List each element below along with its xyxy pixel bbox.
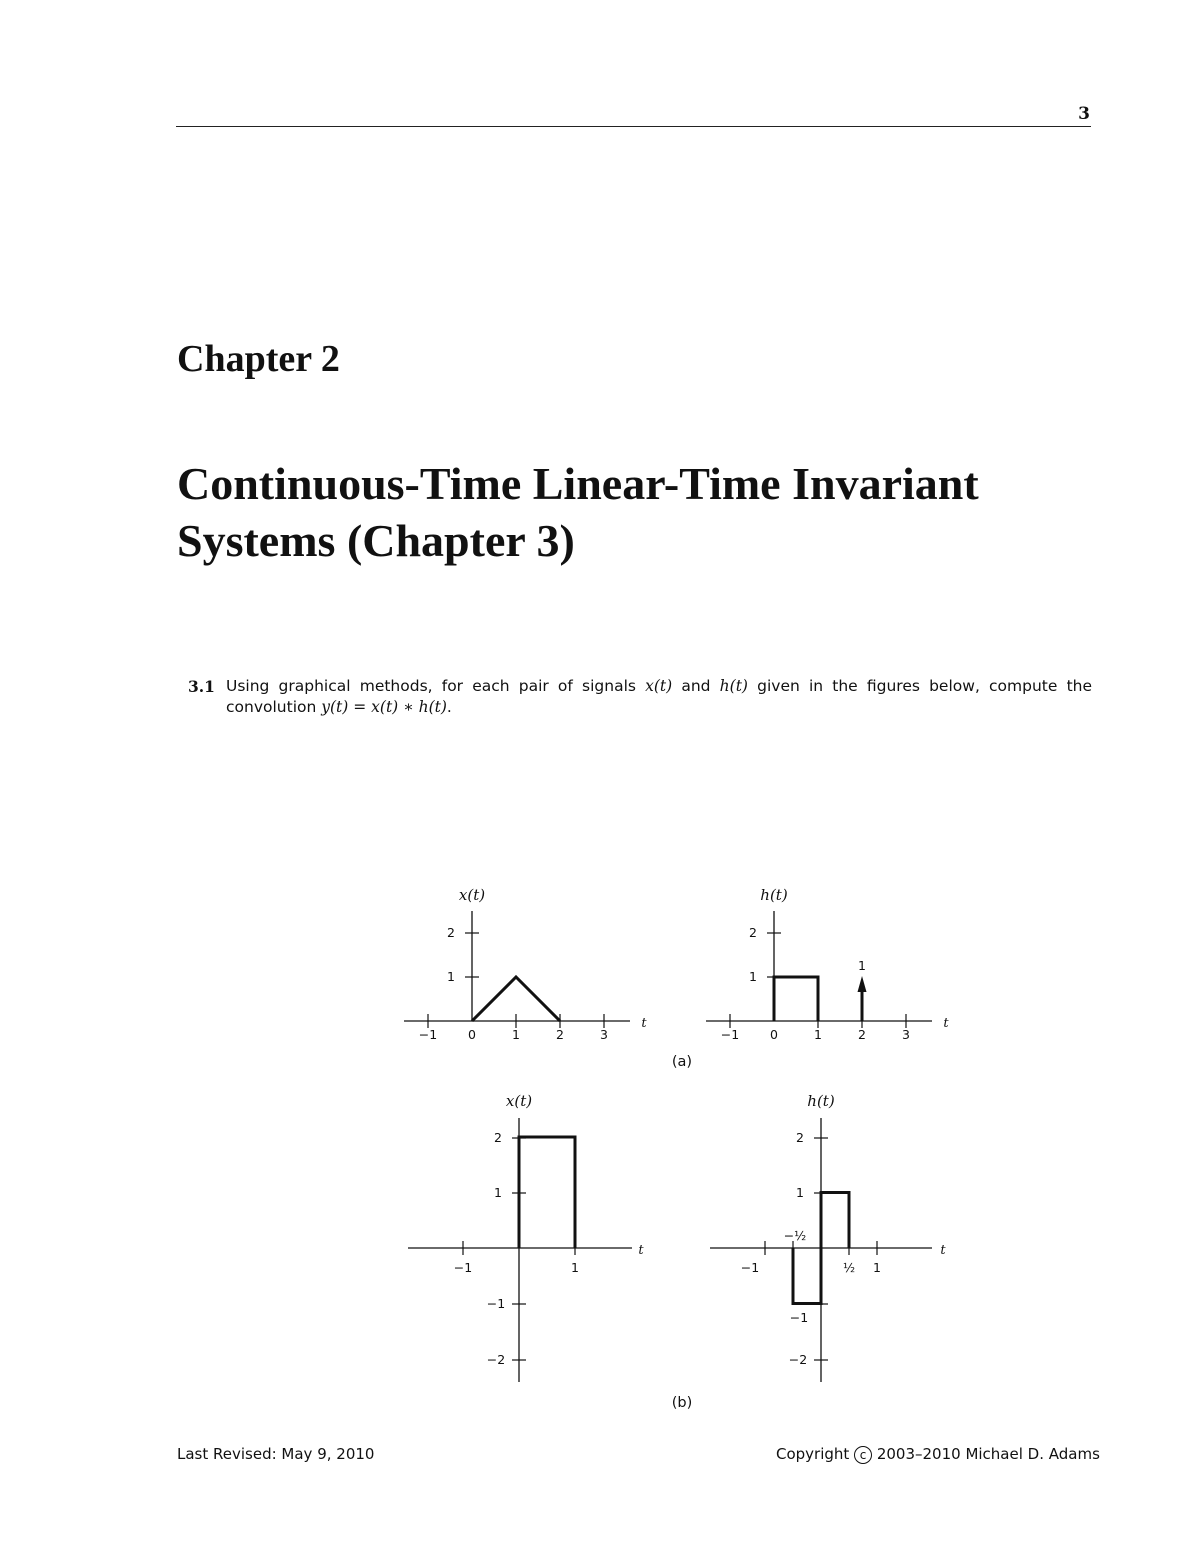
fig-a-x-xlabel-3: 3 [600, 1027, 608, 1042]
problem-text-a: Using graphical methods, for each pair of signals [226, 677, 646, 695]
page-number: 3 [1078, 104, 1090, 124]
footer-last-revised: Last Revised: May 9, 2010 [177, 1445, 375, 1463]
fig-b-h-xlabel-half: ½ [842, 1260, 856, 1275]
fig-a-h-xlabel-2: 2 [858, 1027, 866, 1042]
copyright-prefix: Copyright [776, 1445, 855, 1463]
fig-b-h-label: h(t) [807, 1092, 835, 1110]
fig-b-x-label: x(t) [505, 1092, 533, 1110]
problem-text-d: . [446, 698, 452, 716]
fig-a-x-xlabel-0: 0 [468, 1027, 476, 1042]
fig-a-h-xlabel-1: 1 [814, 1027, 822, 1042]
problem-number: 3.1 [188, 677, 215, 696]
problem-h-signal: h(t) [719, 677, 748, 695]
footer-copyright [776, 1445, 1100, 1464]
fig-a-x-ylabel-2: 2 [447, 925, 455, 940]
fig-b-x-t-label: t [638, 1243, 644, 1258]
fig-a-h-xlabel-neg1: −1 [720, 1027, 740, 1042]
fig-a-h-label: h(t) [760, 886, 788, 904]
fig-b-h-ylabel-1: 1 [796, 1185, 804, 1200]
fig-a-x-t-label: t [641, 1016, 647, 1031]
copyright-icon: c [854, 1446, 872, 1464]
problem-text-b: and [672, 677, 720, 695]
fig-b-x-xlabel-1: 1 [571, 1260, 579, 1275]
chapter-title-line-1: Continuous-Time Linear-Time Invariant [177, 458, 979, 509]
fig-b-h-xlabel-neg1: −1 [740, 1260, 760, 1275]
fig-a-x-xlabel-neg1: −1 [418, 1027, 438, 1042]
fig-a-h-ylabel-2: 2 [749, 925, 757, 940]
fig-b-x-ylabel-neg1: −1 [486, 1296, 506, 1311]
fig-b-caption: (b) [671, 1395, 693, 1411]
fig-b-x-ylabel-2: 2 [494, 1130, 502, 1145]
fig-b-x-xlabel-neg1: −1 [453, 1260, 473, 1275]
fig-a-h-ylabel-1: 1 [749, 969, 757, 984]
fig-b-h-xlabel-1: 1 [873, 1260, 881, 1275]
fig-a-x-xlabel-1: 1 [512, 1027, 520, 1042]
fig-b-h-ylabel-2: 2 [796, 1130, 804, 1145]
fig-a-x-xlabel-2: 2 [556, 1027, 564, 1042]
fig-a-x-ylabel-1: 1 [447, 969, 455, 984]
chapter-label: Chapter 2 [177, 338, 340, 380]
fig-b-h-ylabel-neg2: −2 [788, 1352, 808, 1367]
fig-b-h-ylabel-neg1: −1 [789, 1310, 809, 1325]
chapter-title-line-2: Systems (Chapter 3) [177, 515, 575, 566]
problem-equation: y(t) = x(t) ∗ h(t) [321, 698, 447, 716]
fig-a-h-xlabel-0: 0 [770, 1027, 778, 1042]
fig-b-x-signal-trace [519, 1137, 575, 1248]
fig-a-caption: (a) [671, 1054, 693, 1070]
fig-a-h-impulse-arrowhead [858, 976, 867, 992]
fig-a-h-impulse-weight: 1 [858, 958, 866, 973]
fig-b-h-t-label: t [940, 1243, 946, 1258]
fig-b-h-xlabel-neghalf: −½ [783, 1228, 807, 1243]
problem-text-c: given in the figures below, compute the convolution [226, 677, 1093, 716]
fig-a-h-signal-trace [774, 977, 818, 1021]
problem-x-signal: x(t) [645, 677, 673, 695]
fig-a-x-label: x(t) [458, 886, 486, 904]
fig-a-h-t-label: t [943, 1016, 949, 1031]
fig-a-h-xlabel-3: 3 [902, 1027, 910, 1042]
fig-b-x-ylabel-1: 1 [494, 1185, 502, 1200]
copyright-suffix: 2003–2010 Michael D. Adams [872, 1445, 1100, 1463]
fig-b-x-ylabel-neg2: −2 [486, 1352, 506, 1367]
